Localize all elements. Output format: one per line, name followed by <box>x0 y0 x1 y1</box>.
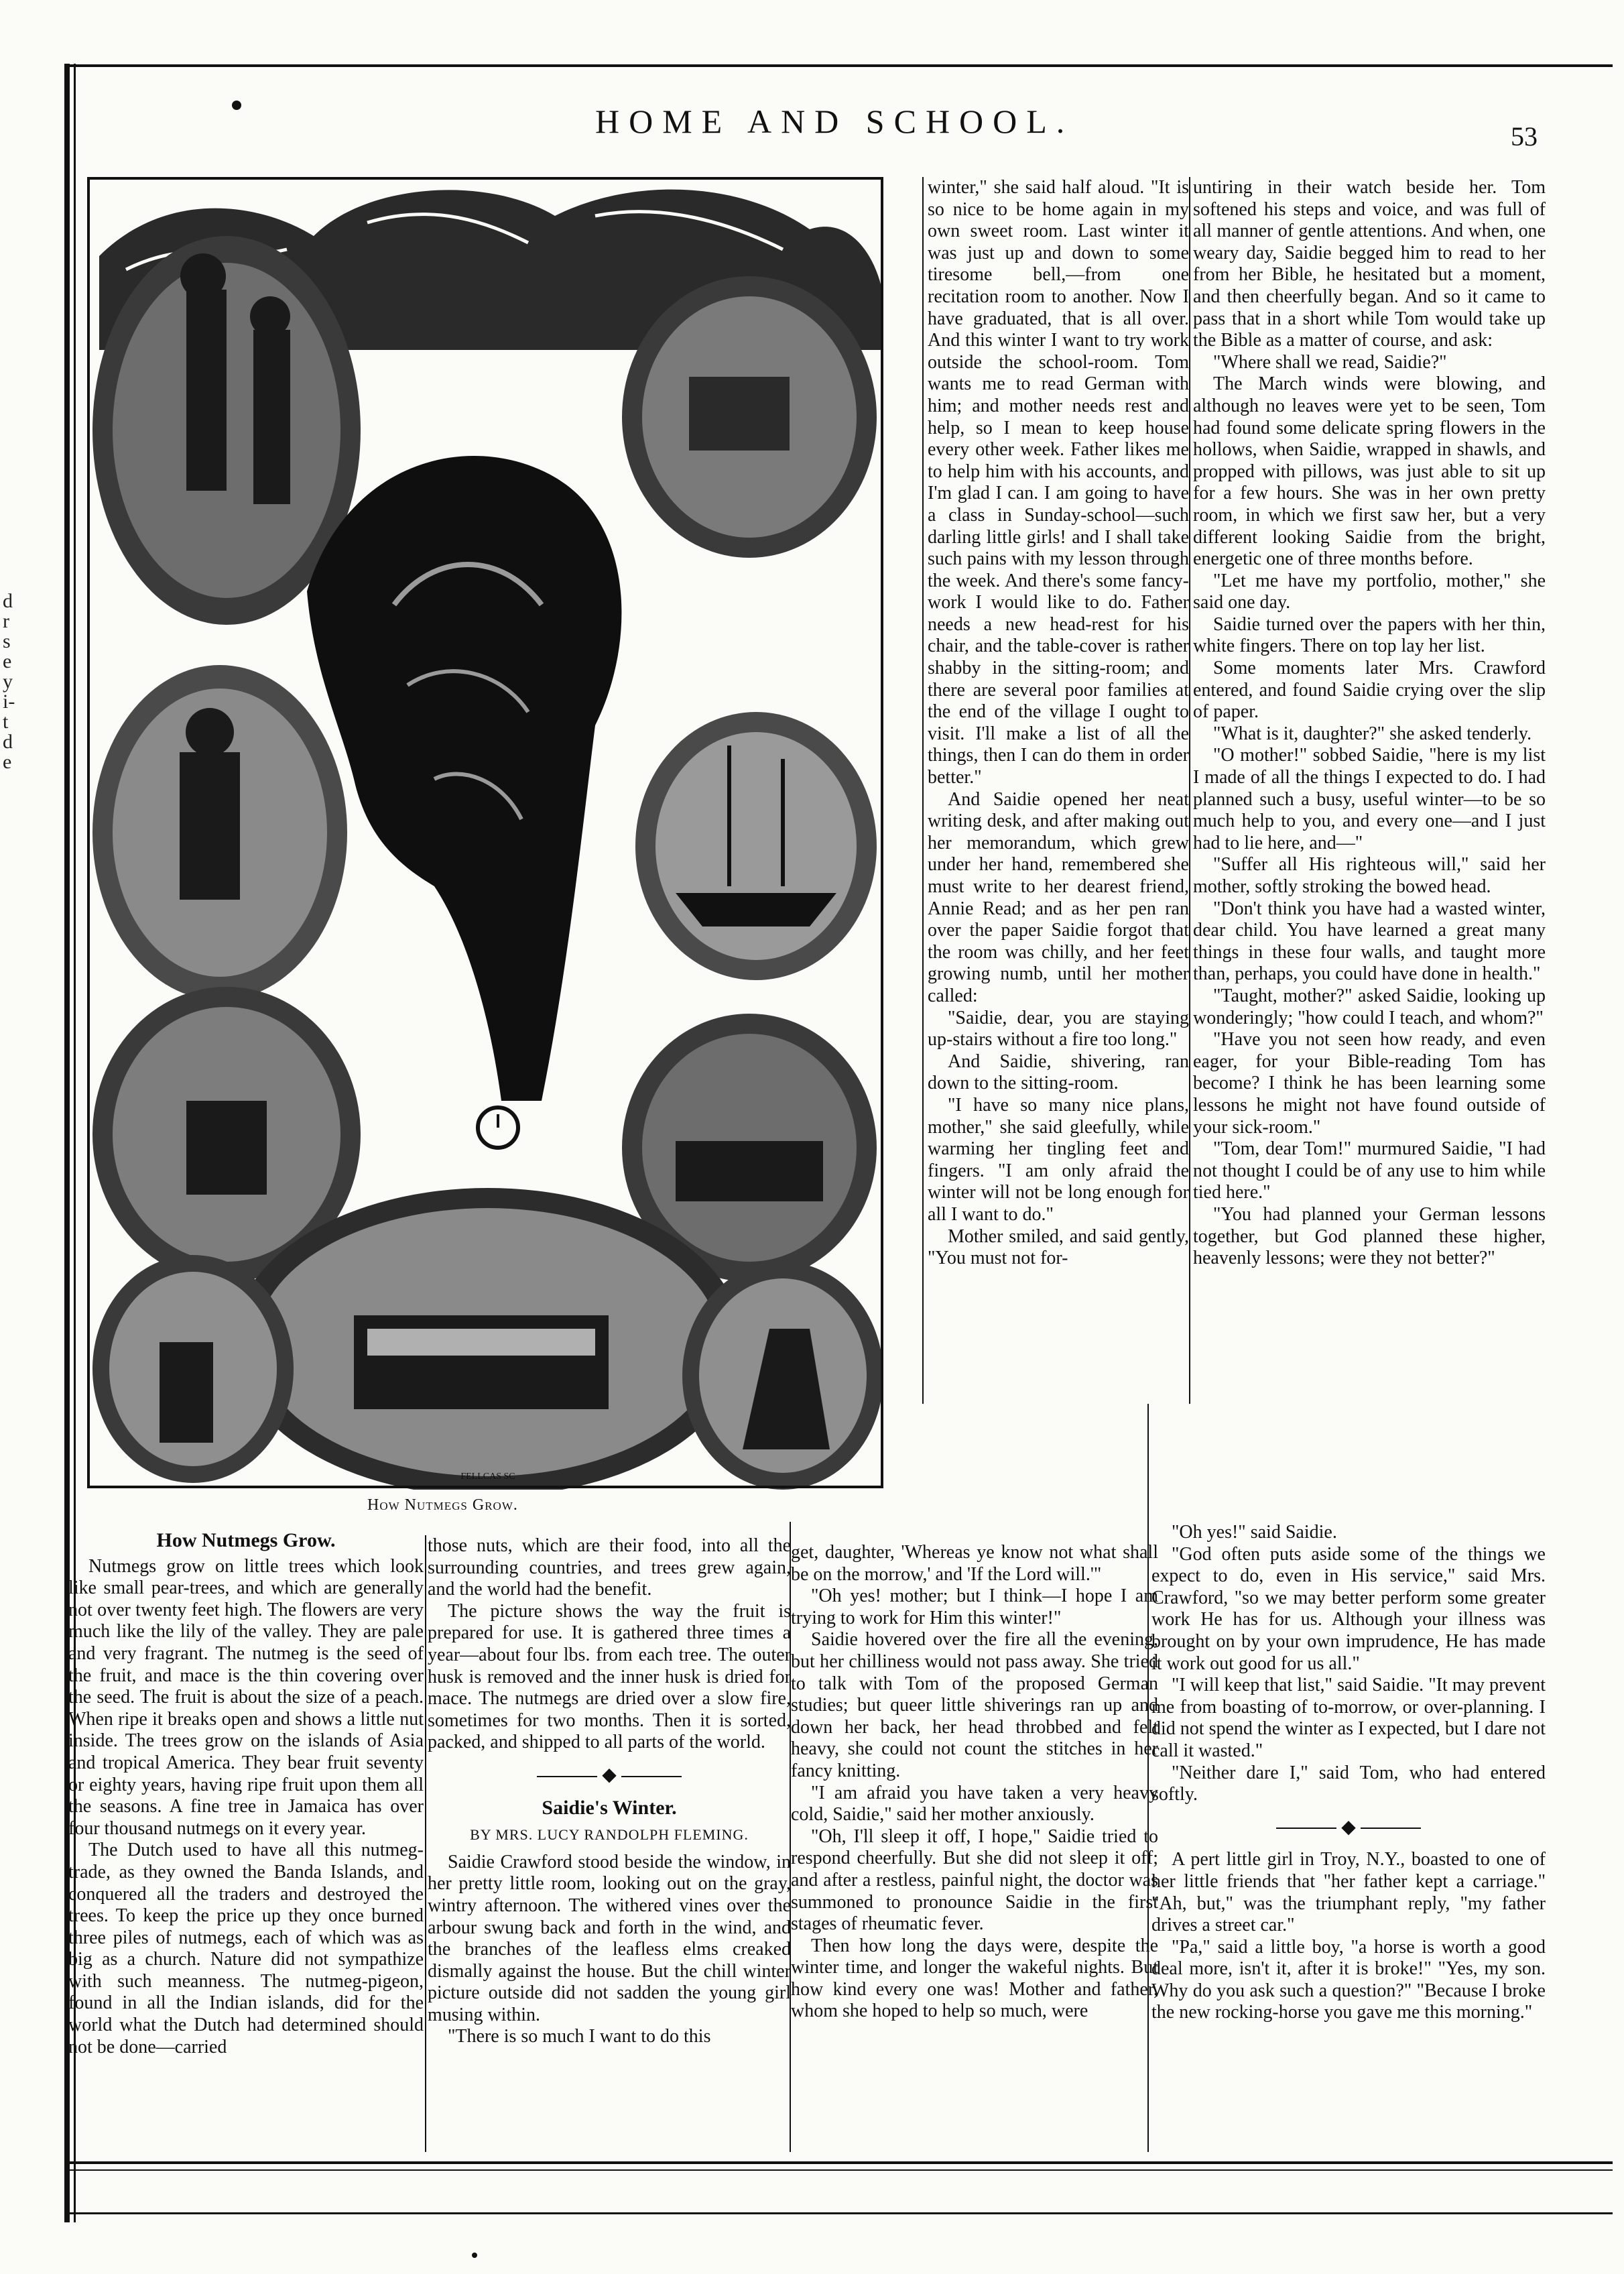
paragraph: A pert little girl in Troy, N.Y., boasted to one of her little friends that "her father kept a carriage." "Ah, but," was the triumphant reply, "my father drives a street car." <box>1151 1849 1546 1936</box>
story-column-b-lower <box>1151 1522 1546 2024</box>
paragraph: Saidie hovered over the fire all the evening, but her chilliness would not pass away. She tried to talk with Tom of the proposed German studies; but queer little shiverings ran up and down her back, her head throbbed and felt heavy, she could not count the stitches in her fancy knitting. <box>791 1629 1158 1781</box>
margin-fragment: r <box>3 610 9 632</box>
paragraph: "What is it, daughter?" she asked tenderly. <box>1213 723 1532 744</box>
header-rule <box>64 64 1613 67</box>
printer-mark <box>472 2253 477 2258</box>
paragraph: get, daughter, 'Whereas ye know not what shall be on the morrow,' and 'If the Lord will.'" <box>791 1542 1158 1585</box>
paragraph: The Dutch used to have all this nutmeg-trade, as they owned the Banda Islands, and conquered all the traders and destroyed the trees. To keep the price up they once burned three piles of nutmegs, each of which was as big as a church. Nature did not sympathize with such meanness. The nutmeg-pigeon, found in all the Indian islands, did for the world what the Dutch had determined should not be done—carried <box>68 1840 424 2057</box>
paragraph: "O mother!" sobbed Saidie, "here is my list I made of all the things I expected to do. I had planned such a busy, useful winter—to be so much help to you, and every one—and I just had to lie here, and—" <box>1193 745 1546 853</box>
paragraph: "There is so much I want to do this <box>448 2026 711 2047</box>
story-column-b <box>1193 177 1546 1270</box>
paragraph: And Saidie opened her neat writing desk, and after making out her memorandum, which grew under her hand, remembered she must write to her dearest friend, Annie Read; and as her pen ran over the paper Saidie forgot that the room was chilly, and her feet growing numb, until her mother called: <box>928 788 1189 1006</box>
story-column-a-lower <box>791 1542 1158 2023</box>
margin-fragment: e <box>3 751 12 773</box>
margin-fragment: d <box>3 731 13 753</box>
margin-fragment: t <box>3 711 9 733</box>
engraving-caption: How Nutmegs Grow. <box>367 1496 518 1514</box>
nutmegs-article <box>68 1524 424 2058</box>
paragraph: those nuts, which are their food, into all the surrounding countries, and trees grew again, and the world had the benefit. <box>428 1535 791 1600</box>
paragraph: "Oh, I'll sleep it off, I hope," Saidie tried to respond cheerfully. But she did not sleep it off; and after a restless, painful night, the doctor was summoned to pronounce Saidie in the first stages of rheumatic fever. <box>791 1826 1158 1935</box>
margin-fragment: e <box>3 650 12 672</box>
paragraph: And Saidie, shivering, ran down to the sitting-room. <box>928 1051 1189 1094</box>
paragraph: "I have so many nice plans, mother," she said gleefully, while warming her tingling feet and fingers. "I am only afraid the winter will not be long enough for all I want to do." <box>928 1094 1189 1225</box>
paragraph: "Oh yes!" said Saidie. <box>1172 1522 1337 1543</box>
paragraph: "Oh yes! mother; but I think—I hope I am trying to work for Him this winter!" <box>791 1585 1158 1628</box>
paragraph: Some moments later Mrs. Crawford entered, and found Saidie crying over the slip of paper. <box>1193 658 1546 723</box>
paragraph: "Have you not seen how ready, and even eager, for your Bible-reading Tom has become? I think he has been learning some lessons he might not have found outside of your sick-room." <box>1193 1029 1546 1138</box>
paragraph: "You had planned your German lessons together, but God planned these higher, heavenly lessons; were they not better?" <box>1193 1203 1546 1269</box>
nutmegs-and-saidie-column <box>428 1535 791 2048</box>
paragraph: Saidie Crawford stood beside the window, in her pretty little room, looking out on the gray, wintry afternoon. The withered vines over the arbour swung back and forth in the wind, and the branches of the leafless elms creaked dismally against the house. But the chill winter picture outside did not sadden the young girl musing within. <box>428 1851 791 2025</box>
printer-mark <box>232 101 241 110</box>
paragraph: "Tom, dear Tom!" murmured Saidie, "I had not thought I could be of any use to him while tied here." <box>1193 1138 1546 1203</box>
page-number: 53 <box>1511 121 1538 152</box>
section-ornament: ◆ <box>1151 1817 1546 1839</box>
footer-rule-lower-right <box>958 2212 1613 2214</box>
paragraph: "Taught, mother?" asked Saidie, looking up wonderingly; "how could I teach, and whom?" <box>1193 985 1546 1028</box>
paragraph: The picture shows the way the fruit is prepared for use. It is gathered three times a year—about four lbs. from each tree. The outer husk is removed and the inner husk is dried for mace. The nutmegs are dried over a slow fire, sometimes for two months. Then it is sorted, packed, and shipped to all parts of the world. <box>428 1600 791 1753</box>
article-heading: How Nutmegs Grow. <box>156 1529 336 1551</box>
footer-rule-lower-left <box>64 2212 976 2214</box>
paragraph: Mother smiled, and said gently, "You must not for- <box>928 1225 1189 1269</box>
paragraph: "Saidie, dear, you are staying up-stairs without a fire too long." <box>928 1007 1189 1051</box>
paragraph: Nutmegs grow on little trees which look like small pear-trees, and which are generally not over twenty feet high. The flowers are very much like the lily of the valley. They are pale and very fragrant. The nutmeg is the seed of the fruit, and mace is the thin covering over the seed. The fruit is about the size of a peach. When ripe it breaks open and shows a little nut inside. The trees grow on the islands of Asia and tropical America. They bear fruit seventy or eighty years, having ripe fruit upon them all the seasons. A fine tree in Jamaica has over four thousand nutmegs on it every year. <box>68 1555 424 1839</box>
paragraph: "God often puts aside some of the things we expect to do, even in His service," said Mrs. Crawford, "so we may better perform some greater work He has for us. Although your illness was brought on by your own imprudence, He has made it work out good for us all." <box>1151 1543 1546 1674</box>
paragraph: The March winds were blowing, and although no leaves were yet to be seen, Tom had found some delicate spring flowers in the hollows, when Saidie, wrapped in shawls, and propped with pillows, was just able to sit up for a few hours. She was in her own pretty room, in which we first saw her, but a very different looking Saidie from the bright, energetic one of three months before. <box>1193 373 1546 570</box>
paragraph: "Pa," said a little boy, "a horse is worth a good deal more, isn't it, after it is broke!" "Yes, my son. Why do you ask such a question?" "Because I broke the new rocking-horse you gave me this morning." <box>1151 1936 1546 2023</box>
margin-fragment: d <box>3 590 13 612</box>
paragraph: Saidie turned over the papers with her thin, white fingers. There on top lay her list. <box>1193 613 1546 657</box>
article-byline: BY MRS. LUCY RANDOLPH FLEMING. <box>470 1826 749 1844</box>
margin-fragment: s <box>3 630 11 652</box>
margin-fragment: y <box>3 670 13 693</box>
column-rule <box>425 1535 426 2152</box>
footer-rule-thin <box>64 2169 1613 2171</box>
footer-rule <box>64 2161 1613 2164</box>
paragraph: "Don't think you have had a wasted winter, dear child. You have learned a great many things in these four walls, and taught more than, perhaps, you could have done in health." <box>1193 898 1546 985</box>
paragraph: Then how long the days were, despite the winter time, and longer the wakeful nights. But how kind every one was! Mother and father, whom she hoped to help so much, were <box>791 1935 1158 2022</box>
paragraph: "I am afraid you have taken a very heavy cold, Saidie," said her mother anxiously. <box>791 1782 1158 1826</box>
running-head: HOME AND SCHOOL. <box>595 103 1074 140</box>
paragraph: winter," she said half aloud. "It is so nice to be home again in my own sweet room. Last winter it was just up and down to some tiresome bell,—from one recitation room to another. Now I have graduated, that is all over. And this winter I want to try work outside the school-room. Tom wants me to read German with him; and mother needs rest and help, so I mean to keep house every other week. Father likes me to help him with his accounts, and I'm glad I can. I am going to have a class in Sunday-school—such darling little girls! and I shall take such pains with my lesson through the week. And there's some fancy-work I would like to do. Father needs a new head-rest for his chair, and the table-cover is rather shabby in the sitting-room; and there are several poor families at the end of the village I ought to visit. I'll make a list of all the things, then I can do them in order better." <box>928 177 1189 788</box>
column-rule <box>1189 177 1190 1404</box>
paragraph: "Let me have my portfolio, mother," she said one day. <box>1193 570 1546 613</box>
paragraph: "Neither dare I," said Tom, who had entered softly. <box>1151 1762 1546 1805</box>
article-heading: Saidie's Winter. <box>542 1796 677 1819</box>
story-column-a <box>928 177 1189 1270</box>
section-ornament: ◆ <box>428 1764 791 1787</box>
column-rule <box>922 177 924 1404</box>
engraver-signature: FELLCAS SC <box>460 1472 515 1482</box>
margin-fragment: i- <box>3 691 15 713</box>
nutmeg-engraving <box>86 176 885 1490</box>
paragraph: untiring in their watch beside her. Tom softened his steps and voice, and was full of all manner of gentle attentions. And when, one weary day, Saidie begged him to read to her from her Bible, he hesitated but a moment, and then cheerfully began. And so it came to pass that in a short while Tom would take up the Bible as a matter of course, and ask: <box>1193 177 1546 351</box>
paragraph: "Suffer all His righteous will," said her mother, softly stroking the bowed head. <box>1193 854 1546 897</box>
paragraph: "I will keep that list," said Saidie. "It may prevent me from boasting of to-morrow, or over-planning. I did not spend the winter as I expected, but I dare not call it wasted." <box>1151 1675 1546 1761</box>
paragraph: "Where shall we read, Saidie?" <box>1213 351 1447 373</box>
